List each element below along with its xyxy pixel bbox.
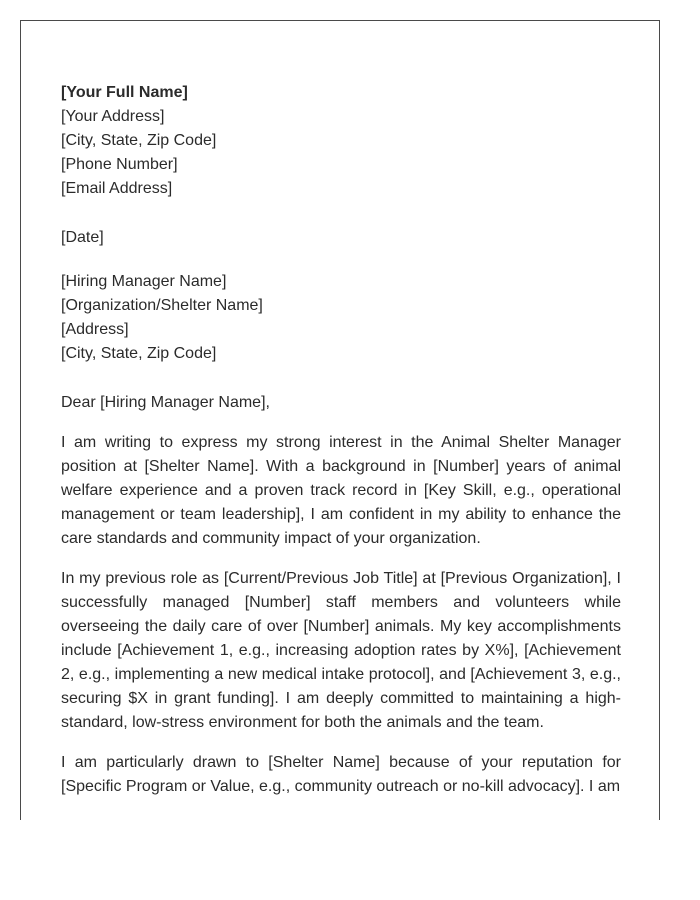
recipient-city-state-zip: [City, State, Zip Code] xyxy=(61,345,217,362)
letter-page xyxy=(20,20,660,820)
body-paragraph-1: I am writing to express my strong interest in the Animal Shelter Manager position at [Shelter Name]. With a background in [Number] years of animal welfare experience and a proven track record in [Key Skill, e.g., operational management or team leadership], I am confident in my ability to enhance the care standards and community impact of your organization. xyxy=(61,434,621,547)
sender-email: [Email Address] xyxy=(61,180,173,197)
recipient-name: [Hiring Manager Name] xyxy=(61,273,227,290)
letter-content xyxy=(61,81,621,799)
body-paragraph-3: I am particularly drawn to [Shelter Name] because of your reputation for [Specific Program or Value, e.g., community outreach or no-kill advocacy]. I am xyxy=(61,754,621,795)
sender-name: [Your Full Name] xyxy=(61,84,188,101)
sender-block xyxy=(61,81,621,201)
recipient-address: [Address] xyxy=(61,321,129,338)
sender-city-state-zip: [City, State, Zip Code] xyxy=(61,132,217,149)
recipient-organization: [Organization/Shelter Name] xyxy=(61,297,263,314)
salutation-block xyxy=(61,391,621,415)
letter-date: [Date] xyxy=(61,229,104,246)
sender-phone: [Phone Number] xyxy=(61,156,178,173)
body-paragraph-2: In my previous role as [Current/Previous Job Title] at [Previous Organization], I successfully managed [Number] staff members and volunteers while overseeing the daily care of over [Number] animals. My key accomplishments include [Achievement 1, e.g., increasing adoption rates by X%], [Achievement 2, e.g., implementing a new medical intake protocol], and [Achievement 3, e.g., securing $X in grant funding]. I am deeply committed to maintaining a high-standard, low-stress environment for both the animals and the team. xyxy=(61,570,621,731)
recipient-block xyxy=(61,270,621,366)
sender-address: [Your Address] xyxy=(61,108,165,125)
salutation: Dear [Hiring Manager Name], xyxy=(61,394,270,411)
date-block xyxy=(61,226,621,250)
